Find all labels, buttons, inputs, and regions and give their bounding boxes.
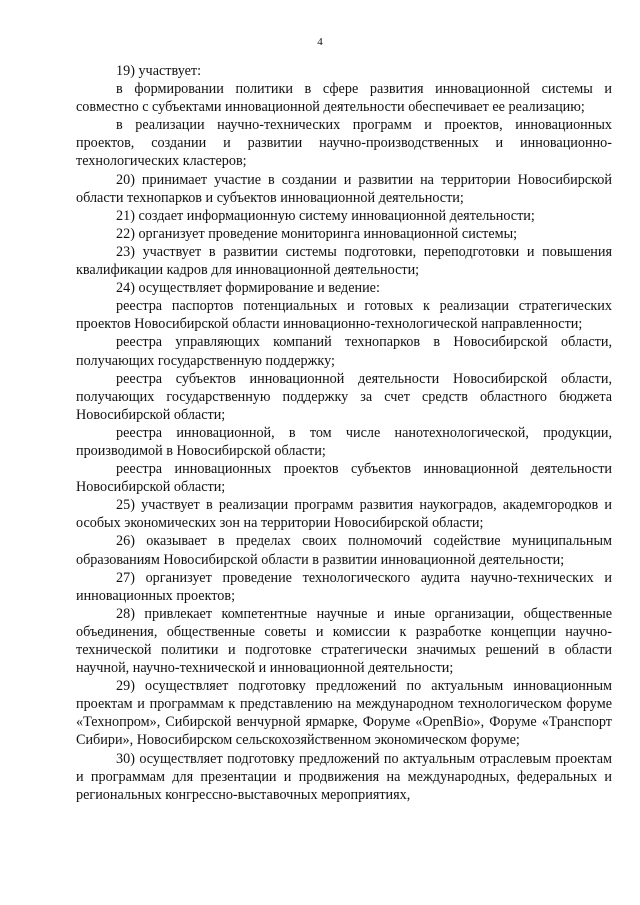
paragraph: 30) осуществляет подготовку предложений по актуальным отраслевым проектам и программам для презентации и продвижения на международных, федеральных и региональных конгрессно-выставочных мероприятиях, (76, 750, 612, 803)
paragraph: 27) организует проведение технологического аудита научно-технических и инновационных проектов; (76, 569, 612, 604)
paragraph: 23) участвует в развитии системы подготовки, переподготовки и повышения квалификации кадров для инновационной деятельности; (76, 243, 612, 279)
paragraph: 22) организует проведение мониторинга инновационной системы; (116, 225, 518, 242)
paragraph: 29) осуществляет подготовку предложений по актуальным инновационным проектам и программам к представлению на международном технологическом форуме «Технопром», Сибирской венчурной ярмарке, Форуме «OpenBio», Форуме «Транспорт Сибири», Новосибирском сельскохозяйственном экономическом форуме; (76, 678, 612, 749)
document-body (76, 62, 612, 804)
paragraph: реестра инновационных проектов субъектов инновационной деятельности Новосибирской области; (76, 461, 612, 496)
paragraph: реестра управляющих компаний технопарков в Новосибирской области, получающих государственную поддержку; (76, 334, 612, 369)
paragraph: 26) оказывает в пределах своих полномочий содействие муниципальным образованиям Новосибирской области в развитии инновационной деятельности; (76, 533, 612, 568)
paragraph: 21) создает информационную систему инновационной деятельности; (116, 207, 535, 224)
paragraph: 25) участвует в реализации программ развития наукоградов, академгородков и особых экономических зон на территории Новосибирской области; (76, 497, 612, 532)
paragraph: в формировании политики в сфере развития инновационной системы и совместно с субъектами инновационной деятельности обеспечивает ее реализацию; (76, 81, 612, 116)
paragraph: 19) участвует: (116, 63, 202, 79)
paragraph: реестра паспортов потенциальных и готовых к реализации стратегических проектов Новосибирской области инновационно-технологической направленности; (76, 298, 612, 333)
paragraph: в реализации научно-технических программ и проектов, инновационных проектов, создании и развитии научно-производственных и инновационно-технологических кластеров; (76, 117, 612, 170)
paragraph: 24) осуществляет формирование и ведение: (116, 280, 380, 297)
paragraph: 28) привлекает компетентные научные и иные организации, общественные объединения, общественные советы и комиссии к разработке концепции научно-технической политики и подготовке стратегически значимых решений в области научной, научно-технической и инновационной деятельности; (76, 605, 612, 677)
paragraph: 20) принимает участие в создании и развитии на территории Новосибирской области технопарков и субъектов инновационной деятельности; (76, 171, 612, 206)
page-number: 4 (317, 36, 323, 48)
paragraph: реестра инновационной, в том числе нанотехнологической, продукции, производимой в Новосибирской области; (76, 424, 612, 459)
paragraph: реестра субъектов инновационной деятельности Новосибирской области, получающих государственную поддержку за счет средств областного бюджета Новосибирской области; (76, 370, 612, 423)
